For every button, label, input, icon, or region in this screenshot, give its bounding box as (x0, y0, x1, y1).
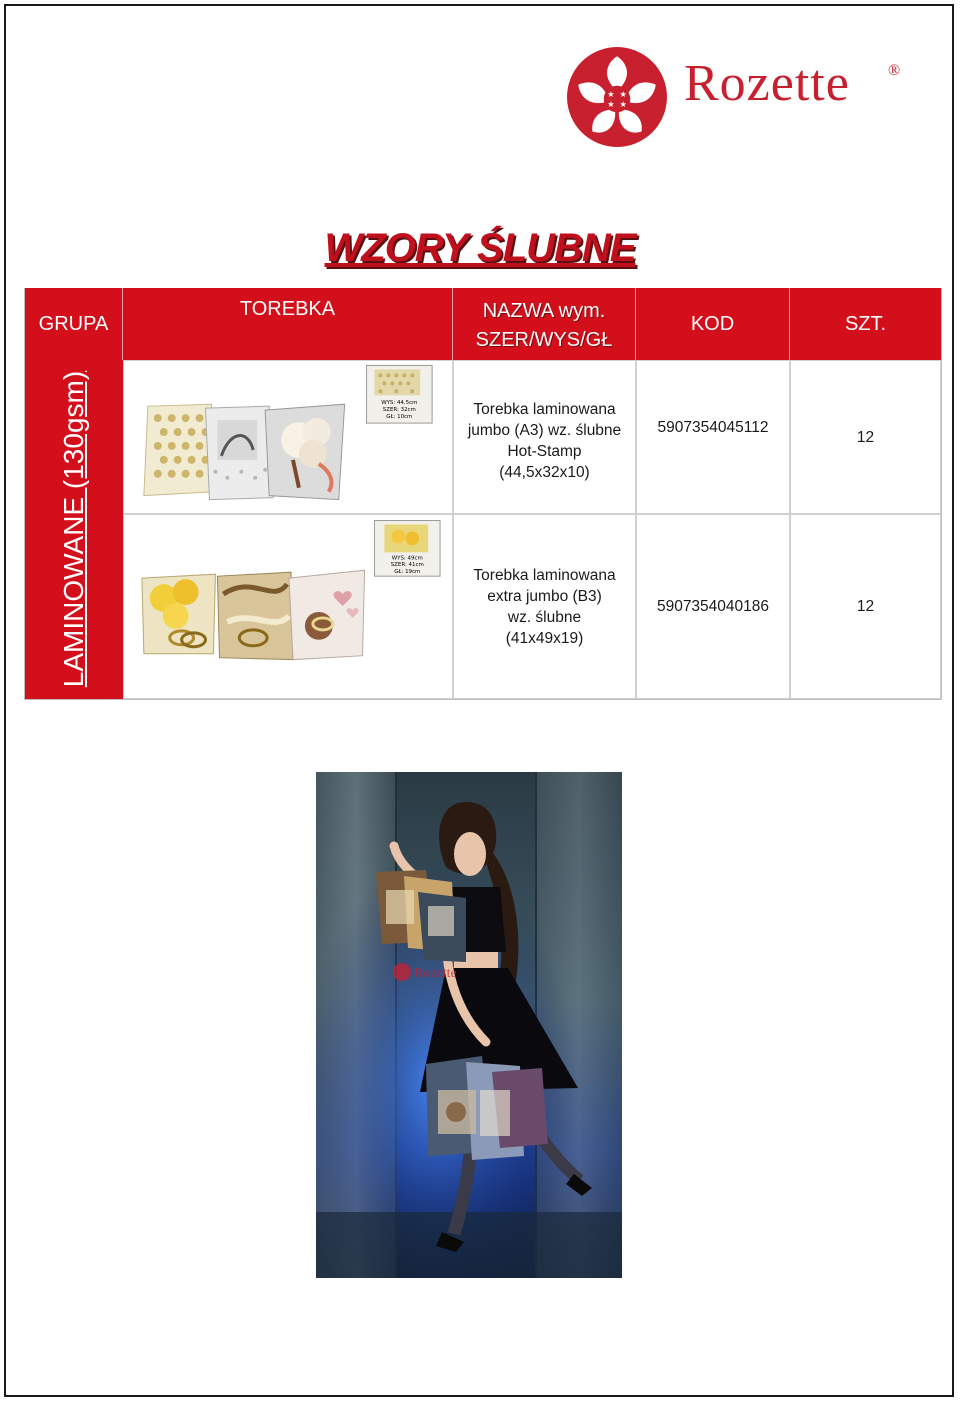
dims-line: WYS: 49cm (391, 555, 423, 562)
header-nazwa: NAZWA wym. SZER/WYS/GŁ (453, 288, 636, 360)
quantity-cell (790, 514, 941, 699)
product-code: 5907354040186 (656, 598, 770, 615)
product-name-cell (453, 360, 636, 514)
quantity-value: 12 (856, 598, 875, 615)
rozette-logo-icon (566, 46, 668, 148)
dims-line: WYS: 44,5cm (381, 400, 418, 407)
header-grupa: GRUPA (25, 288, 123, 360)
quantity-cell (790, 360, 941, 514)
svg-text:★: ★ (619, 99, 627, 110)
product-name-line: Hot-Stamp (507, 443, 582, 460)
svg-text:★: ★ (607, 89, 615, 99)
dims-line: GŁ: 19cm (394, 569, 421, 576)
wedding-bags-hotstamp-image (124, 360, 452, 514)
product-image-cell (123, 514, 453, 699)
product-code: 5907354045112 (657, 419, 769, 436)
header-torebka: TOREBKA (123, 288, 453, 360)
wedding-bags-extrajumbo-image (124, 514, 452, 699)
group-label-column (25, 360, 123, 699)
product-code-cell (636, 360, 790, 514)
product-name-line: jumbo (A3) wz. ślubne (467, 422, 622, 439)
product-name-cell (453, 514, 636, 699)
svg-text:★: ★ (619, 89, 627, 99)
product-image-cell (123, 360, 453, 514)
quantity-value: 12 (856, 429, 875, 446)
registered-mark: ® (888, 62, 901, 79)
product-name-line: extra jumbo (B3) (487, 588, 602, 605)
model-with-bags-photo (316, 772, 622, 1278)
product-code-cell (636, 514, 790, 699)
header-kod: KOD (636, 288, 790, 360)
brand-name: Rozette (684, 55, 850, 112)
group-label: LAMINOWANE (130gsm) (58, 370, 89, 688)
product-name-line: Torebka laminowana (473, 401, 616, 418)
product-dimensions: (41x49x19) (505, 630, 584, 647)
dims-line: GŁ: 10cm (386, 414, 413, 421)
product-name-line: wz. ślubne (507, 609, 582, 626)
photo-watermark: Rozette (414, 966, 457, 981)
svg-text:★: ★ (607, 99, 615, 110)
header-szt: SZT. (790, 288, 941, 360)
dims-line: SZER: 32cm (382, 407, 416, 414)
dims-line: SZER: 41cm (390, 562, 424, 569)
product-dimensions: (44,5x32x10) (499, 464, 590, 481)
product-name-line: Torebka laminowana (473, 567, 616, 584)
page-title: WZORY ŚLUBNE (324, 226, 636, 270)
